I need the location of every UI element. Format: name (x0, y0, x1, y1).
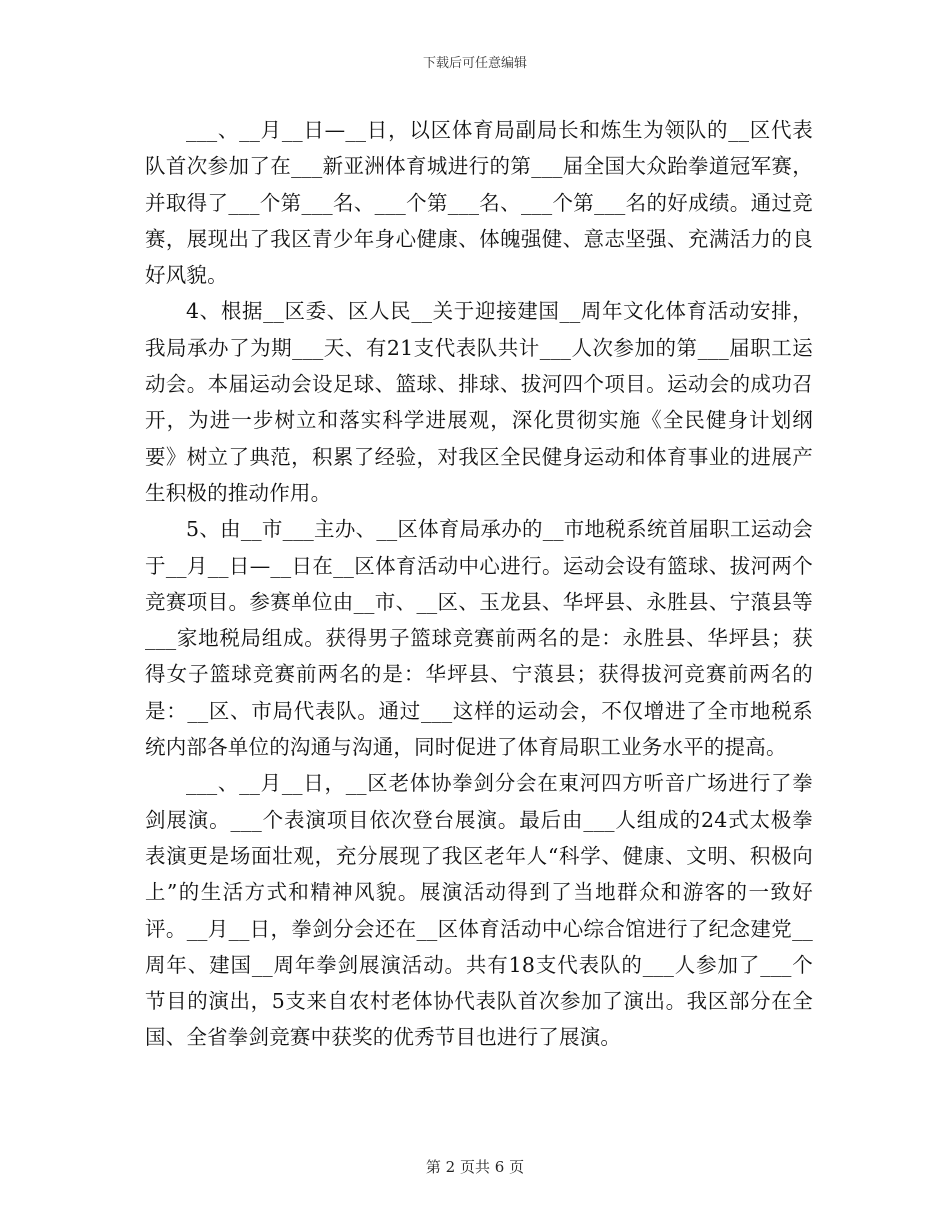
page-number: 第 2 页共 6 页 (425, 1158, 525, 1176)
paragraph-3: 5、由__市___主办、__区体育局承办的__市地税系统首届职工运动会于__月__日—__日在__区体育活动中心进行。运动会设有篮球、拔河两个竞赛项目。参赛单位由__市、__区、玉龙县、华坪县、永胜县、宁蒗县等___家地税局组成。获得男子篮球竞赛前两名的是：永胜县、华坪县；获得女子篮球竞赛前两名的是：华坪县、宁蒗县；获得拔河竞赛前两名的是：__区、市局代表队。通过___这样的运动会，不仅增进了全市地税系统内部各单位的沟通与沟通，同时促进了体育局职工业务水平的提高。 (145, 517, 813, 760)
paragraph-1: ___、__月__日—__日，以区体育局副局长和炼生为领队的__区代表队首次参加了在___新亚洲体育城进行的第___届全国大众跆拳道冠军赛，并取得了___个第___名、___个第___名、___个第___名的好成绩。通过竞赛，展现出了我区青少年身心健康、体魄强健、意志坚强、充满活力的良好风貌。 (145, 118, 813, 288)
page-header-note: 下载后可任意编辑 (422, 56, 527, 71)
document-body (145, 112, 813, 1056)
paragraph-2: 4、根据__区委、区人民__关于迎接建国__周年文化体育活动安排，我局承办了为期___天、有21支代表队共计___人次参加的第___届职工运动会。本届运动会设足球、篮球、排球、拔河四个项目。运动会的成功召开，为进一步树立和落实科学进展观，深化贯彻实施《全民健身计划纲要》树立了典范，积累了经验，对我区全民健身运动和体育事业的进展产生积极的推动作用。 (145, 299, 813, 505)
paragraph-4: ___、__月__日，__区老体协拳剑分会在東河四方听音广场进行了拳剑展演。___个表演项目依次登台展演。最后由___人组成的24式太极拳表演更是场面壮观，充分展现了我区老年人“科学、健康、文明、积极向上”的生活方式和精神风貌。展演活动得到了当地群众和游客的一致好评。__月__日，拳剑分会还在__区体育活动中心综合馆进行了纪念建党__周年、建国__周年拳剑展演活动。共有18支代表队的___人参加了___个节目的演出，5支来自农村老体协代表队首次参加了演出。我区部分在全国、全省拳剑竞赛中获奖的优秀节目也进行了展演。 (145, 771, 813, 1050)
